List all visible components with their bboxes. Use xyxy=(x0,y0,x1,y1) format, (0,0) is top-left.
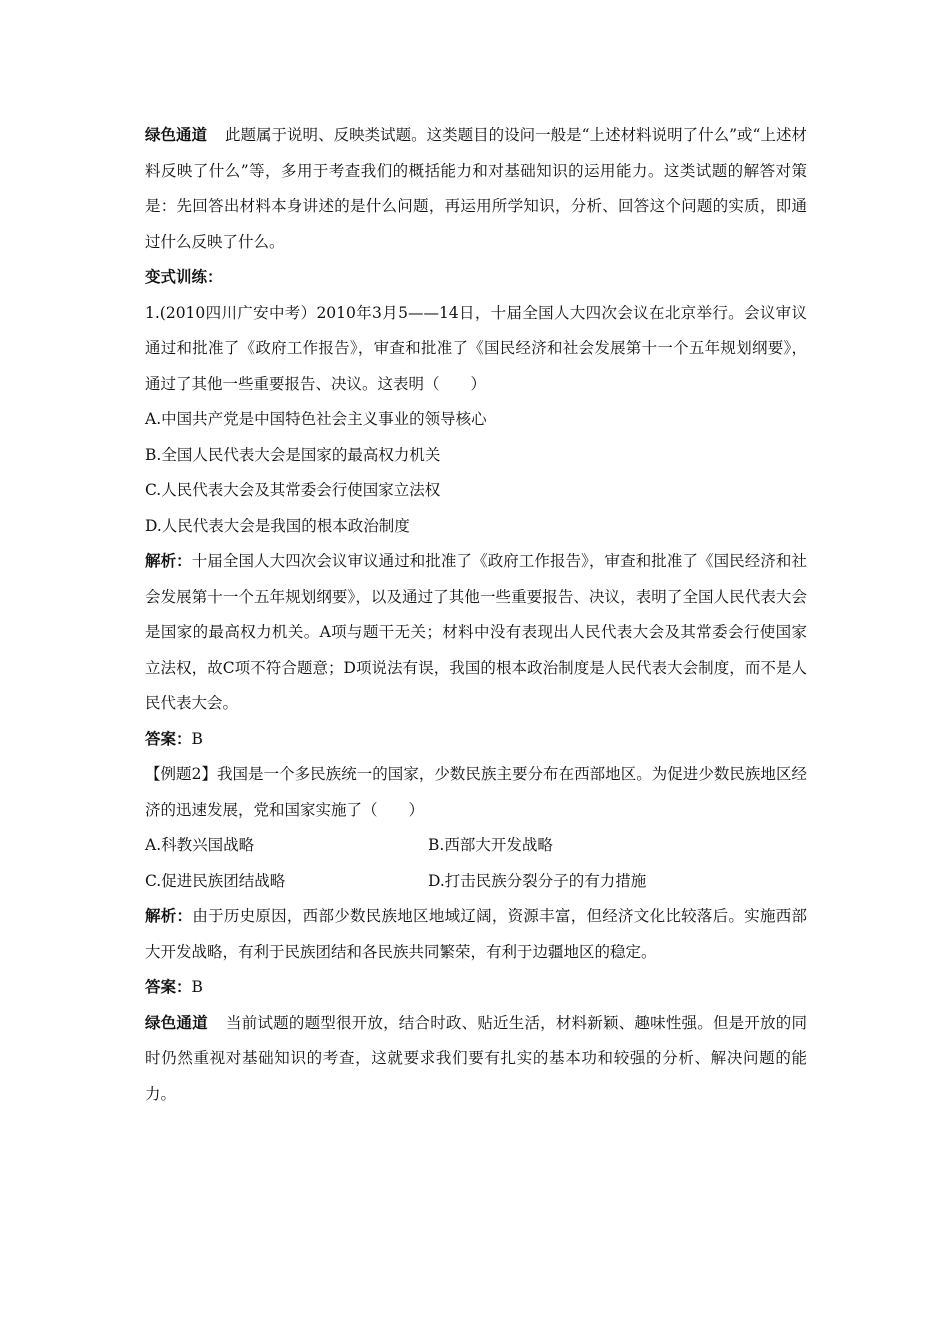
tip-paragraph-2 xyxy=(145,1006,807,1113)
example-2-analysis xyxy=(145,899,807,970)
example-2-option-a: A.科教兴国战略 xyxy=(145,836,255,854)
analysis-text: 十届全国人大四次会议审议通过和批准了《政府工作报告》，审查和批准了《国民经济和社会发展第十一个五年规划纲要》，以及通过了其他一些重要报告、决议，表明了全国人民代表大会是国家的最高权力机关。A项与题干无关；材料中没有表现出人民代表大会及其常委会行使国家立法权，故C项不符合题意；D项说法有误，我国的根本政治制度是人民代表大会制度，而不是人民代表大会。 xyxy=(145,552,807,712)
question-1-stem: 1.(2010四川广安中考）2010年3月5——14日，十届全国人大四次会议在北京举行。会议审议通过和批准了《政府工作报告》，审查和批准了《国民经济和社会发展第十一个五年规划纲要》，通过了其他一些重要报告、决议。这表明（ ） xyxy=(145,303,807,393)
practice-heading: 变式训练： xyxy=(145,268,223,286)
tip-label: 绿色通道 xyxy=(145,126,208,144)
tip-paragraph-1 xyxy=(145,118,807,260)
answer-label: 答案： xyxy=(145,729,192,748)
tip-text: 此题属于说明、反映类试题。这类题目的设问一般是“上述材料说明了什么”或“上述材料反映了什么”等，多用于考查我们的概括能力和对基础知识的运用能力。这类试题的解答对策是：先回答出材料本身讲述的是什么问题，再运用所学知识，分析、回答这个问题的实质，即通过什么反映了什么。 xyxy=(145,126,807,251)
answer-value: B xyxy=(191,978,203,996)
question-1-answer xyxy=(145,722,807,758)
question-1-option-c: C.人民代表大会及其常委会行使国家立法权 xyxy=(145,481,441,499)
question-1-option-d: D.人民代表大会是我国的根本政治制度 xyxy=(145,516,410,535)
analysis-label: 解析： xyxy=(145,552,192,570)
analysis-label: 解析： xyxy=(145,907,193,925)
example-2-options-row-2 xyxy=(145,864,807,900)
question-1-analysis xyxy=(145,544,807,722)
example-2-option-d: D.打击民族分裂分子的有力措施 xyxy=(428,871,647,890)
tip-label: 绿色通道 xyxy=(145,1013,208,1032)
analysis-text: 由于历史原因，西部少数民族地区地域辽阔，资源丰富，但经济文化比较落后。实施西部大开发战略，有利于民族团结和各民族共同繁荣，有利于边疆地区的稳定。 xyxy=(145,907,807,961)
example-2-answer xyxy=(145,970,807,1006)
answer-value: B xyxy=(191,729,203,748)
tip-text: 当前试题的题型很开放，结合时政、贴近生活，材料新颖、趣味性强。但是开放的同时仍然重视对基础知识的考查，这就要求我们要有扎实的基本功和较强的分析、解决问题的能力。 xyxy=(145,1013,807,1103)
example-2-stem: 【例题2】我国是一个多民族统一的国家，少数民族主要分布在西部地区。为促进少数民族地区经济的迅速发展，党和国家实施了（ ） xyxy=(145,765,807,819)
example-2-option-c: C.促进民族团结战略 xyxy=(145,871,286,890)
example-2-option-b: B.西部大开发战略 xyxy=(428,836,553,854)
example-2-options-row-1 xyxy=(145,828,807,864)
answer-label: 答案： xyxy=(145,978,192,996)
question-1-option-a: A.中国共产党是中国特色社会主义事业的领导核心 xyxy=(145,410,487,428)
question-1-option-b: B.全国人民代表大会是国家的最高权力机关 xyxy=(145,445,441,464)
document-page xyxy=(145,118,807,1112)
